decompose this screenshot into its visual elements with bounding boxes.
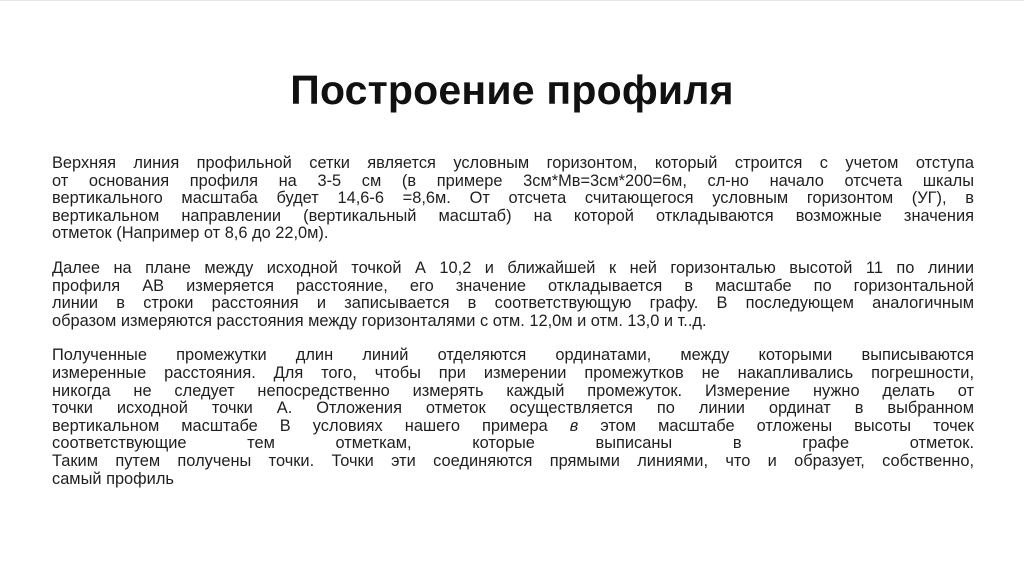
paragraph-line-part: этом масштабе отложены высоты точек: [600, 416, 974, 435]
paragraph-line: самый профиль: [52, 469, 174, 488]
paragraph-2: [52, 260, 974, 330]
paragraph-line-part: вертикальном масштабе В условиях нашего примера: [52, 416, 548, 435]
paragraph-line: Верхняя линия профильной сетки является условным горизонтом, который строится с учетом отступа: [52, 154, 974, 172]
paragraph-line: профиля АВ измеряется расстояние, его значение откладывается в масштабе по горизонтальной: [52, 276, 974, 295]
paragraph-line: никогда не следует непосредственно измерять каждый промежуток. Измерение нужно делать от: [52, 381, 974, 400]
paragraph-line: Полученные промежутки длин линий отделяются ординатами, между которыми выписываются: [52, 346, 974, 365]
paragraph-line: вертикальном направлении (вертикальный масштаб) на которой откладываются возможные значения: [52, 206, 974, 225]
paragraph-line: точки исходной точки А. Отложения отметок осуществляется по линии ординат в выбранном: [52, 399, 974, 418]
paragraph-line: Далее на плане между исходной точкой А 10,2 и ближайшей к ней горизонталью высотой 11 по линии: [52, 258, 974, 277]
paragraph-line: линии в строки расстояния и записывается в соответствующую графу. В последующем аналогичным: [52, 294, 974, 313]
paragraph-line: от основания профиля на 3-5 см (в примере 3см*Мв=3см*200=6м, сл-но начало отсчета шкалы: [52, 171, 974, 190]
paragraph-line: соответствующие тем отметкам, которые выписаны в графе отметок.: [52, 434, 974, 453]
paragraph-3: [52, 347, 974, 488]
paragraph-line-mixed: [52, 418, 974, 436]
paragraph-line: измеренные расстояния. Для того, чтобы при измерении промежутков не накапливались погрешности,: [52, 363, 974, 382]
slide-title: Построение профиля: [290, 67, 734, 113]
paragraph-1: [52, 155, 974, 243]
paragraph-line: Таким путем получены точки. Точки эти соединяются прямыми линиями, что и образует, собственно,: [52, 451, 974, 470]
slide-body: [52, 155, 974, 488]
italic-letter: в: [569, 416, 579, 435]
paragraph-line: вертикального масштаба будет 14,6-6 =8,6м. От отсчета считающегося условным горизонтом (УГ), в: [52, 189, 974, 208]
paragraph-line: отметок (Например от 8,6 до 22,0м).: [52, 224, 329, 243]
paragraph-line: образом измеряются расстояния между горизонталями с отм. 12,0м и отм. 13,0 и т..д.: [52, 311, 707, 330]
